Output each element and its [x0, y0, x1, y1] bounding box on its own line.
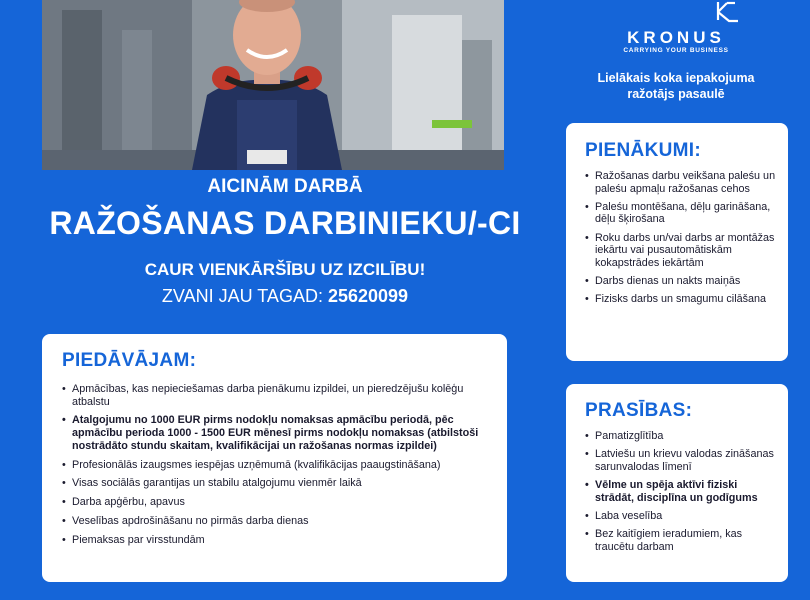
list-item: • Vēlme un spēja aktīvi fiziski strādāt, disciplīna un godīgums — [585, 479, 776, 504]
list-item: • Paleśu montēšana, dēļu garināšana, dēļu šķirošana — [585, 201, 776, 226]
brand-slogan-line1: Lielākais koka iepakojuma — [597, 71, 755, 85]
worker-illustration — [42, 0, 504, 170]
list-item: • Latviešu un krievu valodas zināšanas sarunvalodas līmenī — [585, 448, 776, 473]
brand-name: KRONUS — [627, 28, 725, 47]
offer-card — [42, 334, 507, 582]
offer-title: PIEDĀVĀJAM: — [62, 350, 197, 371]
list-item: • Apmācības, kas nepieciešamas darba pienākumu izpildei, un pieredzējušu kolēģu atbalstu — [62, 383, 489, 408]
worker-photo — [42, 0, 504, 170]
headline-slogan: CAUR VIENKĀRŠĪBU UZ IZCILĪBU! — [144, 260, 426, 279]
headline-call — [0, 286, 570, 307]
list-item: • Visas sociālās garantijas un stabilu atalgojumu vienmēr laikā — [62, 477, 489, 490]
duties-title: PIENĀKUMI: — [585, 140, 701, 161]
headline-invite: AICINĀM DARBĀ — [207, 176, 363, 197]
call-label: ZVANI JAU TAGAD: — [161, 286, 323, 306]
list-item: • Darba apģērbu, apavus — [62, 496, 489, 509]
requirements-title: PRASĪBAS: — [585, 400, 693, 421]
list-item: • Piemaksas par virsstundām — [62, 534, 489, 547]
brand-slogan — [565, 70, 787, 102]
list-item: • Roku darbs un/vai darbs ar montāžas iekārtu vai pusautomātiskām kokapstrādes iekārtām — [585, 232, 776, 270]
list-item: • Pamatizglītība — [585, 430, 776, 443]
requirements-card — [566, 384, 788, 582]
list-item: • Veselības apdrošināšanu no pirmās darba dienas — [62, 515, 489, 528]
list-item: • Bez kaitīgiem ieradumiem, kas traucētu darbam — [585, 528, 776, 553]
list-item: • Atalgojumu no 1000 EUR pirms nodokļu nomaksas apmācību periodā, pēc apmācību perioda 1000 - 1500 EUR mēnesī pirms nodokļu nomaksas (atbilstoši nostrādāto stundu skaitam, kvalifikācijai un ražošanas normas izpildei) — [62, 414, 489, 452]
brand-slogan-line2: ražotājs pasaulē — [627, 87, 725, 101]
offer-list — [62, 383, 489, 547]
kronus-logo-icon — [715, 0, 741, 24]
list-item: • Darbs dienas un nakts maiņās — [585, 275, 776, 288]
brand-tagline: CARRYING YOUR BUSINESS — [623, 47, 729, 54]
duties-card — [566, 123, 788, 361]
list-item: • Laba veselība — [585, 510, 776, 523]
list-item: • Ražošanas darbu veikšana paleśu un paleśu apmaļu ražošanas cehos — [585, 170, 776, 195]
phone-number[interactable]: 25620099 — [327, 286, 409, 306]
requirements-list — [585, 430, 776, 553]
list-item: • Fizisks darbs un smagumu cilāšana — [585, 293, 776, 306]
brand-block — [565, 0, 787, 110]
duties-list — [585, 170, 776, 306]
headline-role: RAŽOŠANAS DARBINIEKU/-CI — [49, 205, 521, 241]
list-item: • Profesionālās izaugsmes iespējas uzņēmumā (kvalifikācijas paaugstināšana) — [62, 459, 489, 472]
